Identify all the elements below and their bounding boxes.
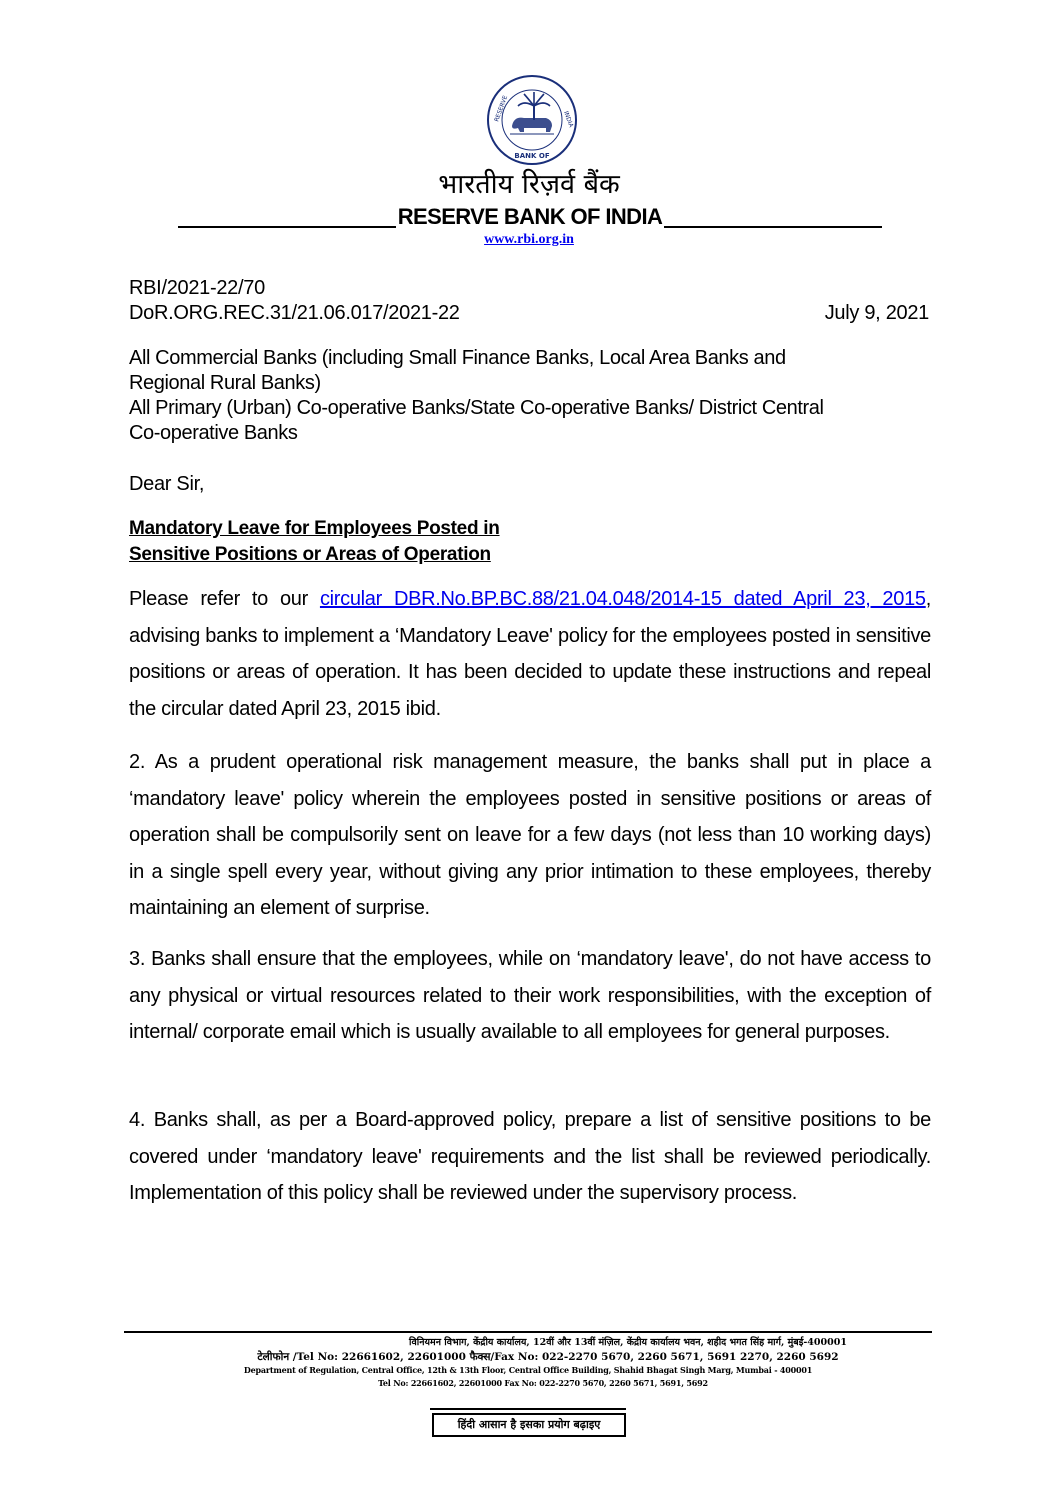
footer-english-tel-fax: Tel No: 22661602, 22601000 Fax No: 022-2270 5670, 2260 5671, 5691, 5692 [378, 1378, 708, 1388]
rbi-emblem-icon [484, 72, 580, 168]
reference-block [129, 276, 929, 326]
paragraph-2: 2. As a prudent operational risk management measure, the banks shall put in place a ‘mandatory leave' policy wherein the employees posted in sensitive positions or areas of operation shall be compulsorily sent on leave for a few days (not less than 10 working days) in a single spell every year, without giving any prior intimation to these employees, thereby maintaining an element of surprise. [129, 751, 931, 919]
subject-line-1: Mandatory Leave for Employees Posted in [129, 518, 500, 539]
subject-heading [129, 516, 500, 568]
subject-line-2: Sensitive Positions or Areas of Operation [129, 544, 491, 565]
svg-text:BANK OF: BANK OF [514, 152, 550, 160]
department-reference: DoR.ORG.REC.31/21.06.017/2021-22 [129, 302, 460, 324]
salutation: Dear Sir, [129, 473, 205, 495]
svg-text:INDIA: INDIA [562, 110, 575, 129]
paragraph-3: 3. Banks shall ensure that the employees, while on ‘mandatory leave', do not have access to any physical or virtual resources related to their work responsibilities, with the exception of internal/ corporate email which is usually available to all employees for general purposes. [129, 948, 931, 1043]
paragraph-1-prefix: Please refer to our [129, 588, 320, 610]
bank-name-banner [178, 200, 882, 230]
slogan-divider [430, 1408, 626, 1410]
addressee-line: Co-operative Banks [129, 422, 298, 444]
addressee-block [129, 346, 929, 446]
website-line [0, 232, 1058, 248]
website-link[interactable]: www.rbi.org.in [484, 232, 574, 247]
paragraph-1-suffix: , advising banks to implement a ‘Mandatory Leave' policy for the employees posted in sensitive positions or areas of operation. It has been decided to update these instructions and repeal the circular dated April 23, 2015 ibid. [129, 588, 931, 720]
addressee-line: Regional Rural Banks) [129, 372, 321, 394]
footer-hindi-address: विनियमन विभाग, केंद्रीय कार्यालय, 12वीं और 13वीं मंज़िल, केंद्रीय कार्यालय भवन, शहीद भगत सिंह मार्ग, मुंबई-400001 [409, 1337, 847, 1348]
hindi-bank-name: भारतीय रिज़र्व बैंक [438, 169, 620, 200]
english-bank-name: RESERVE BANK OF INDIA [397, 204, 663, 229]
svg-text:RESERVE: RESERVE [493, 94, 510, 123]
reference-row [129, 301, 929, 326]
paragraph-1 [129, 581, 931, 727]
title-rule-left [178, 226, 396, 228]
footer-address-block [124, 1336, 932, 1390]
circular-date: July 9, 2021 [824, 302, 929, 324]
addressee-line: All Commercial Banks (including Small Finance Banks, Local Area Banks and [129, 347, 786, 369]
paragraph-4: 4. Banks shall, as per a Board-approved policy, prepare a list of sensitive positions to be covered under ‘mandatory leave' requirements and the list shall be reviewed periodically. Implementation of this policy shall be reviewed under the supervisory process. [129, 1109, 931, 1204]
footer-english-address: Department of Regulation, Central Office, 12th & 13th Floor, Central Office Building, Shahid Bhagat Singh Marg, Mumbai - 400001 [243, 1365, 813, 1375]
referenced-circular-link[interactable]: circular DBR.No.BP.BC.88/21.04.048/2014-15 dated April 23, 2015 [319, 588, 926, 610]
title-rule-right [664, 226, 882, 228]
circular-number: RBI/2021-22/70 [129, 277, 265, 299]
addressee-line: All Primary (Urban) Co-operative Banks/State Co-operative Banks/ District Central [129, 397, 824, 419]
footer-divider [124, 1331, 932, 1333]
footer-hindi-tel-fax: टेलीफोन /Tel No: 22661602, 22601000 फैक्स/Fax No: 022-2270 5670, 2260 5671, 5691 2270, 2260 5692 [257, 1351, 839, 1363]
hindi-slogan-box: हिंदी आसान है इसका प्रयोग बढ़ाइए [432, 1413, 626, 1437]
